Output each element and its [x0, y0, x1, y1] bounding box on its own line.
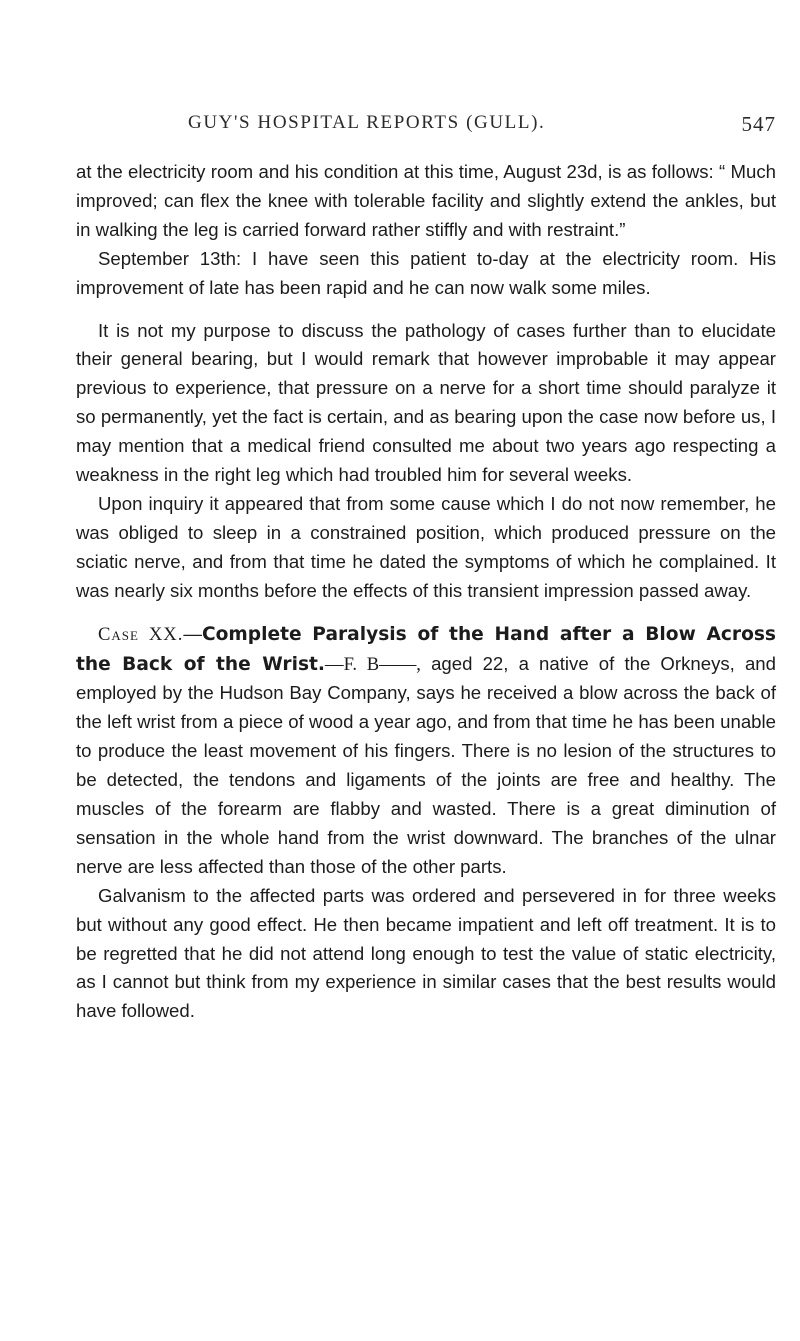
paragraph-inquiry: Upon inquiry it appeared that from some cause which I do not now remember, he was obliged to sleep in a constrained position, which produced pressure on the sciatic nerve, and from that time he dated the symptoms of which he complained. It was nearly six months before the effects of this transient impression passed away.	[76, 492, 776, 601]
page	[76, 112, 776, 1026]
case-dash: —	[183, 622, 202, 644]
case-patient: —F. B——,	[324, 653, 421, 675]
paragraph-pathology: It is not my purpose to discuss the pathology of cases further than to elucidate their general bearing, but I would remark that however improbable it may appear previous to experience, that pressure on a nerve for a short time should paralyze it so permanently, yet the fact is certain, and as bearing upon the case now before us, I may mention that a medical friend consulted me about two years ago respecting a weakness in the right leg which had troubled him for several weeks.	[76, 319, 776, 486]
running-head	[76, 112, 776, 146]
running-title: GUY'S HOSPITAL REPORTS (GULL).	[188, 112, 546, 133]
paragraph-galvanism: Galvanism to the affected parts was ordered and persevered in for three weeks but without any good effect. He then became impatient and left off treatment. It is to be regretted that he did not attend long enough to test the value of static electricity, as I cannot but think from my experience in similar cases that the best results would have followed.	[76, 884, 776, 1022]
paragraph-gap	[76, 606, 776, 620]
case-title: Complete Paralysis of the Hand after a Blow Across the Back of the Wrist.	[76, 623, 776, 675]
paragraph-september: September 13th: I have seen this patient to-day at the electricity room. His improvement of late has been rapid and he can now walk some miles.	[76, 247, 776, 298]
page-number: 547	[741, 112, 776, 136]
case-text: aged 22, a native of the Orkneys, and employed by the Hudson Bay Company, says he received a blow across the back of the left wrist from a piece of wood a year ago, and from that time he has been unable to produce the least movement of his fingers. There is no lesion of the structures to be detected, the tendons and ligaments of the joints are free and healthy. The muscles of the forearm are flabby and wasted. There is a great diminution of sensation in the whole hand from the wrist downward. The branches of the ulnar nerve are less affected than those of the other parts.	[76, 652, 776, 877]
case-paragraph	[76, 620, 776, 882]
paragraph-gap	[76, 303, 776, 317]
case-label: Case XX.	[98, 623, 184, 645]
paragraph-continuation: at the electricity room and his condition at this time, August 23d, is as follows: “ Much improved; can flex the knee with tolerable facility and slightly extend the ankles, but in walking the leg is carried forward rather stiffly and with restraint.”	[76, 161, 776, 240]
body-text	[76, 158, 776, 1026]
